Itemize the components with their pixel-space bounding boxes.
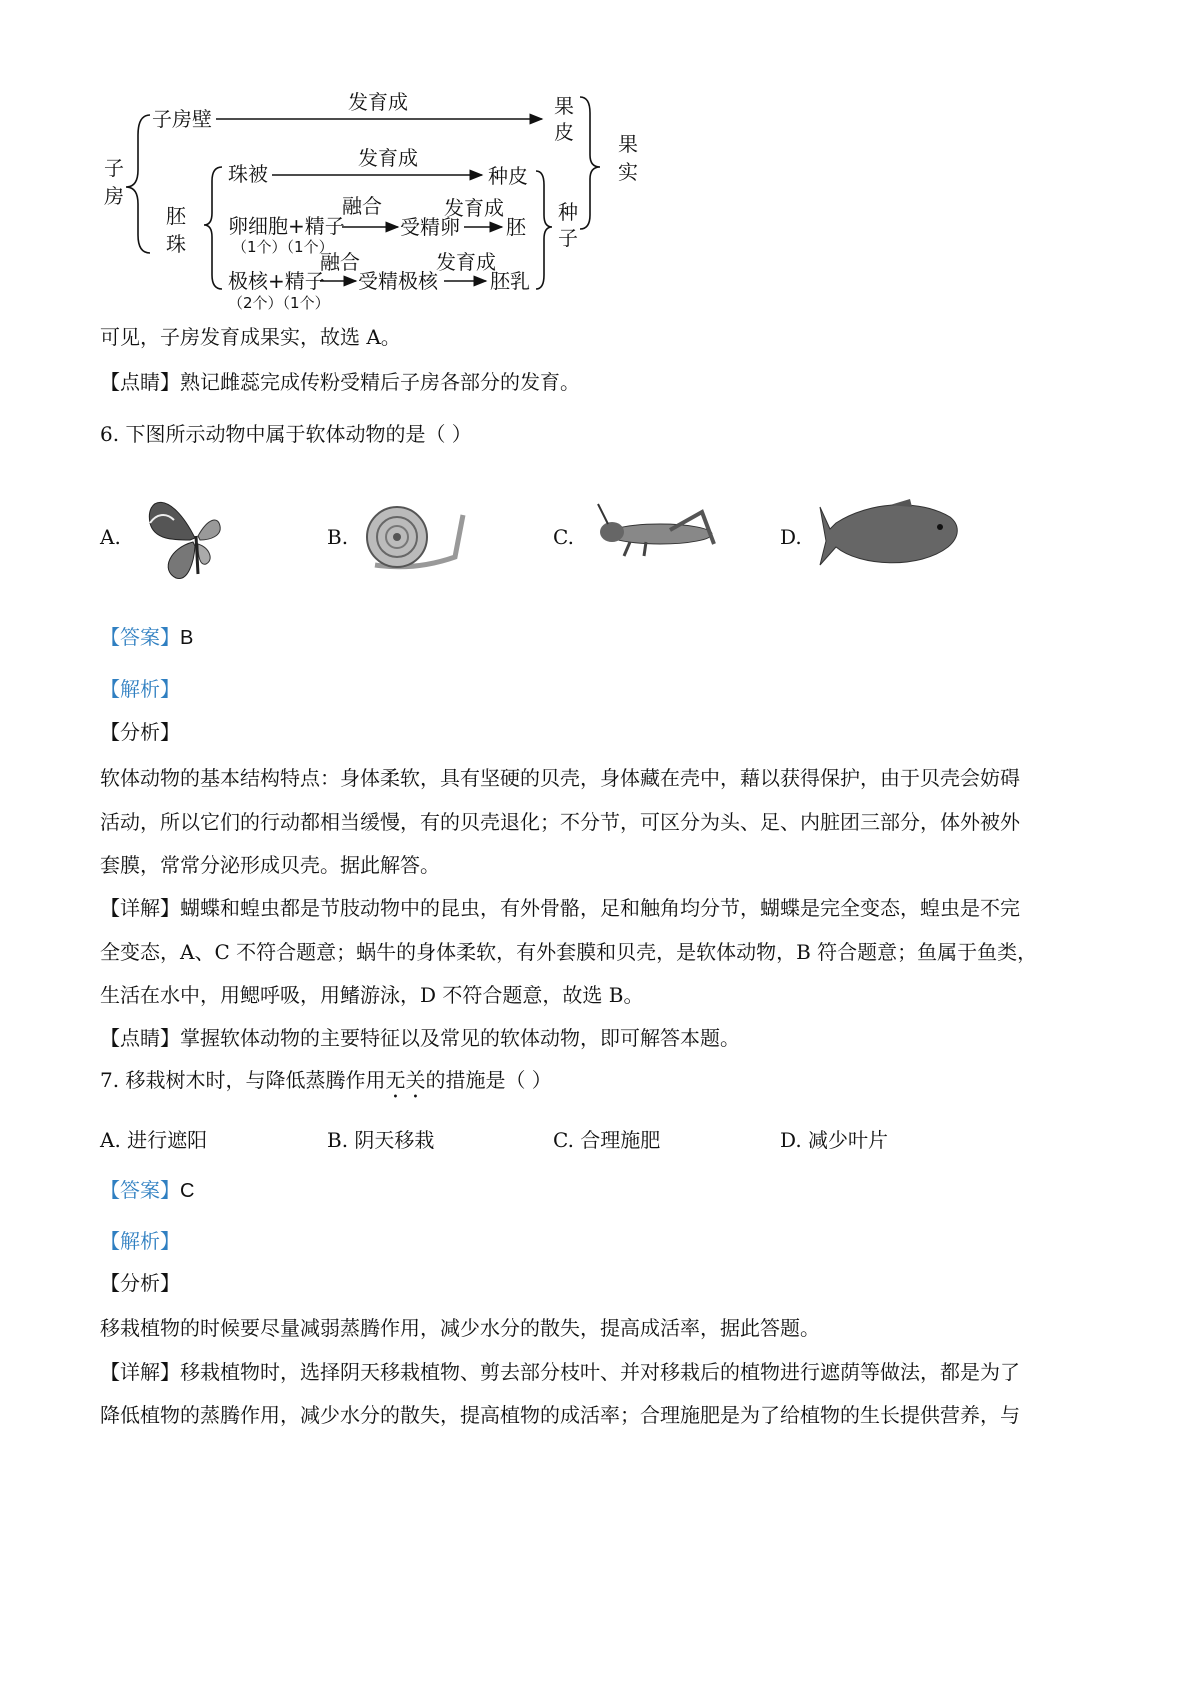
label-zifang-1: 子 xyxy=(104,156,124,180)
q7-jiexi: 【解析】 xyxy=(100,1229,180,1253)
butterfly-icon xyxy=(140,478,250,588)
label-guopi-2: 皮 xyxy=(554,120,574,144)
snail-icon xyxy=(355,495,470,575)
label-row2-mid: 受精卵 xyxy=(400,215,460,239)
q7-option-b: B. 阴天移栽 xyxy=(327,1128,435,1152)
q6-question: 6. 下图所示动物中属于软体动物的是（ ） xyxy=(100,422,472,446)
label-row2-right: 胚 xyxy=(506,215,526,239)
q7-answer-row xyxy=(100,1178,194,1203)
q7-option-c: C. 合理施肥 xyxy=(553,1128,661,1152)
q7-question-pre: 7. 移栽树木时，与降低蒸腾作用 xyxy=(100,1068,386,1092)
q7-question-emph: 无关 xyxy=(385,1068,426,1092)
q6-jiexi: 【解析】 xyxy=(100,677,180,701)
label-row3-right: 胚乳 xyxy=(490,269,530,293)
q6-option-a-label: A. xyxy=(100,525,121,549)
label-guoshi-1: 果 xyxy=(618,132,638,156)
label-peizhu-1: 胚 xyxy=(166,204,186,228)
q7-option-d: D. 减少叶片 xyxy=(780,1128,889,1152)
q5-conclusion: 可见，子房发育成果实，故选 A。 xyxy=(100,325,401,349)
q6-detail-line-1: 【详解】蝴蝶和蝗虫都是节肢动物中的昆虫，有外骨骼，足和触角均分节，蝴蝶是完全变态，蝗虫是不完 xyxy=(100,896,1020,920)
label-fayucheng-3: 发育成 xyxy=(444,196,504,220)
q6-analysis-line-2: 活动，所以它们的行动都相当缓慢，有的贝壳退化；不分节，可区分为头、足、内脏团三部分，体外被外 xyxy=(100,810,1020,834)
label-fayucheng-2: 发育成 xyxy=(358,146,418,170)
label-row2-counts: （1个）（1个） xyxy=(232,238,334,256)
q6-option-b-label: B. xyxy=(327,525,349,549)
ovary-development-diagram xyxy=(104,90,730,335)
q6-detail-line-2: 全变态，A、C 不符合题意；蜗牛的身体柔软，有外套膜和贝壳，是软体动物，B 符合题意；鱼属于鱼类， xyxy=(100,940,1038,964)
q7-answer-tag: 【答案】 xyxy=(100,1178,180,1202)
label-fayucheng-4: 发育成 xyxy=(436,250,496,274)
q6-answer-tag: 【答案】 xyxy=(100,625,180,649)
q6-detail-line-3: 生活在水中，用鳃呼吸，用鳍游泳，D 不符合题意，故选 B。 xyxy=(100,983,644,1007)
q7-option-a: A. 进行遮阳 xyxy=(100,1128,208,1152)
q7-analysis: 移栽植物的时候要尽量减弱蒸腾作用，减少水分的散失，提高成活率，据此答题。 xyxy=(100,1316,820,1340)
label-zhongzi-2: 子 xyxy=(558,226,578,250)
grasshopper-icon xyxy=(590,500,730,560)
label-fayucheng-1: 发育成 xyxy=(348,90,408,114)
label-row3-counts: （2个）（1个） xyxy=(228,294,330,312)
q7-question-post: 的措施是（ ） xyxy=(425,1068,552,1092)
q7-detail-line-2: 降低植物的蒸腾作用，减少水分的散失，提高植物的成活率；合理施肥是为了给植物的生长提供营养，与 xyxy=(100,1403,1020,1427)
label-row3-mid: 受精极核 xyxy=(358,269,438,293)
q5-tip: 【点睛】熟记雌蕊完成传粉受精后子房各部分的发育。 xyxy=(100,370,580,394)
q6-analysis-line-1: 软体动物的基本结构特点：身体柔软，具有坚硬的贝壳，身体藏在壳中，藉以获得保护，由于贝壳会妨碍 xyxy=(100,766,1020,790)
fish-icon xyxy=(820,495,965,575)
label-peizhu-2: 珠 xyxy=(166,232,186,256)
q6-tip: 【点睛】掌握软体动物的主要特征以及常见的软体动物，即可解答本题。 xyxy=(100,1026,740,1050)
label-row3-left: 极核+精子 xyxy=(228,269,325,293)
q6-option-c-label: C. xyxy=(553,525,574,549)
q6-answer-row xyxy=(100,625,193,650)
q7-fenxi: 【分析】 xyxy=(100,1271,180,1295)
label-ronghe-2: 融合 xyxy=(320,250,360,274)
label-guopi-1: 果 xyxy=(554,94,574,118)
q7-detail-line-1: 【详解】移栽植物时，选择阴天移栽植物、剪去部分枝叶、并对移栽后的植物进行遮荫等做法，都是为了 xyxy=(100,1360,1020,1384)
label-zhongpi: 种皮 xyxy=(488,164,528,188)
q7-answer: C xyxy=(180,1180,195,1202)
q6-analysis-line-3: 套膜，常常分泌形成贝壳。据此解答。 xyxy=(100,853,440,877)
q6-fenxi: 【分析】 xyxy=(100,720,180,744)
q7-question xyxy=(100,1068,552,1103)
label-ronghe-1: 融合 xyxy=(342,194,382,218)
label-zhubei: 珠被 xyxy=(228,162,268,186)
q6-option-d-label: D. xyxy=(780,525,802,549)
label-row2-left: 卵细胞+精子 xyxy=(228,214,345,238)
label-zhongzi-1: 种 xyxy=(558,200,578,224)
label-guoshi-2: 实 xyxy=(618,160,638,184)
label-zifang-2: 房 xyxy=(104,184,124,208)
q6-answer: B xyxy=(180,627,194,649)
label-zifangbi: 子房壁 xyxy=(152,107,212,131)
